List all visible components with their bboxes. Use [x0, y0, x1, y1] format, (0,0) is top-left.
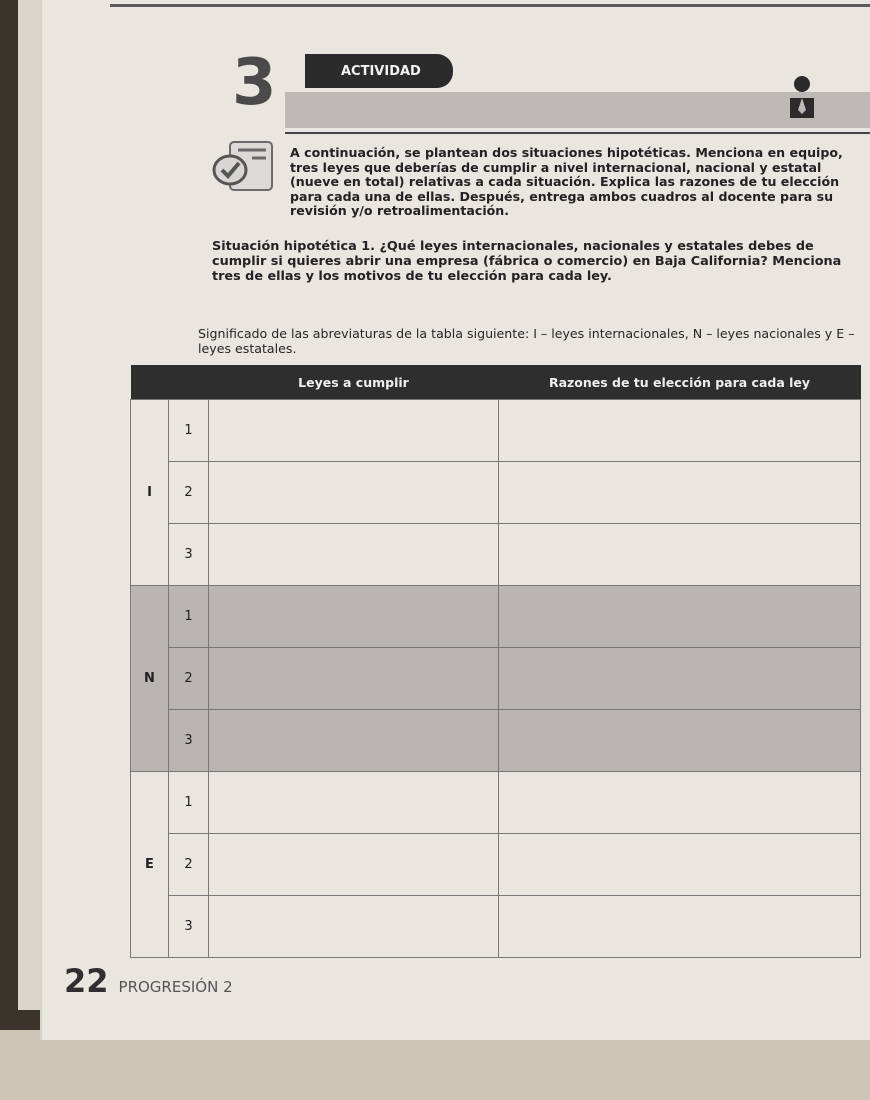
ley-cell[interactable]: [209, 524, 499, 586]
ley-cell[interactable]: [209, 586, 499, 648]
ley-cell[interactable]: [209, 896, 499, 958]
checklist-icon: [208, 136, 278, 198]
razon-cell[interactable]: [499, 772, 861, 834]
table-row: [131, 710, 861, 772]
razon-cell[interactable]: [499, 400, 861, 462]
desk-background: [0, 1030, 870, 1100]
table-header-row: [131, 365, 861, 400]
top-rule: [110, 4, 870, 7]
row-number: 1: [169, 586, 209, 648]
razon-cell[interactable]: [499, 462, 861, 524]
razon-cell[interactable]: [499, 586, 861, 648]
row-number: 2: [169, 462, 209, 524]
row-number: 1: [169, 772, 209, 834]
table-row: [131, 462, 861, 524]
row-number: 1: [169, 400, 209, 462]
row-number: 3: [169, 896, 209, 958]
razon-cell[interactable]: [499, 896, 861, 958]
header-leyes: Leyes a cumplir: [209, 365, 499, 400]
activity-number: 3: [232, 46, 277, 120]
group-code-internacional: I: [131, 400, 169, 586]
table-header-blank: [169, 365, 209, 400]
ley-cell[interactable]: [209, 772, 499, 834]
page-footer: [64, 962, 233, 1000]
group-code-estatal: E: [131, 772, 169, 958]
ley-cell[interactable]: [209, 400, 499, 462]
abbreviation-legend: Significado de las abreviaturas de la tabla siguiente: I – leyes internacionales, N – leyes nacionales y E – leyes estatales.: [198, 326, 855, 357]
hypothetical-situation-1: Situación hipotética 1. ¿Qué leyes internacionales, nacionales y estatales debes de cumplir si quieres abrir una empresa (fábrica o comercio) en Baja California? Menciona tres de ellas y los motivos de tu elección para cada ley.: [212, 239, 842, 284]
razon-cell[interactable]: [499, 648, 861, 710]
row-number: 3: [169, 710, 209, 772]
table-row: [131, 648, 861, 710]
activity-label: ACTIVIDAD: [305, 54, 453, 88]
table-row: [131, 524, 861, 586]
razon-cell[interactable]: [499, 834, 861, 896]
progression-label: PROGRESIÓN 2: [118, 978, 233, 996]
group-code-nacional: N: [131, 586, 169, 772]
header-band: [285, 92, 870, 128]
ley-cell[interactable]: [209, 710, 499, 772]
page-stack-edge: [18, 0, 42, 1010]
table-row: [131, 834, 861, 896]
razon-cell[interactable]: [499, 524, 861, 586]
row-number: 3: [169, 524, 209, 586]
row-number: 2: [169, 834, 209, 896]
page-number: 22: [64, 962, 109, 1000]
table-row: [131, 896, 861, 958]
table-header-blank: [131, 365, 169, 400]
ley-cell[interactable]: [209, 462, 499, 524]
table-row: [131, 400, 861, 462]
ley-cell[interactable]: [209, 834, 499, 896]
person-icon: [785, 74, 819, 120]
table-row: [131, 586, 861, 648]
activity-instructions: A continuación, se plantean dos situaciones hipotéticas. Menciona en equipo, tres leyes que deberías de cumplir a nivel internacional, nacional y estatal (nueve en total) relativas a cada situación. Explica las razones de tu elección para cada una de ellas. Después, entrega ambos cuadros al docente para su revisión y/o retroalimentación.: [290, 145, 843, 219]
razon-cell[interactable]: [499, 710, 861, 772]
row-number: 2: [169, 648, 209, 710]
laws-table: [130, 365, 861, 958]
ley-cell[interactable]: [209, 648, 499, 710]
table-row: [131, 772, 861, 834]
header-razones: Razones de tu elección para cada ley: [499, 365, 861, 400]
header-rule: [285, 132, 870, 134]
